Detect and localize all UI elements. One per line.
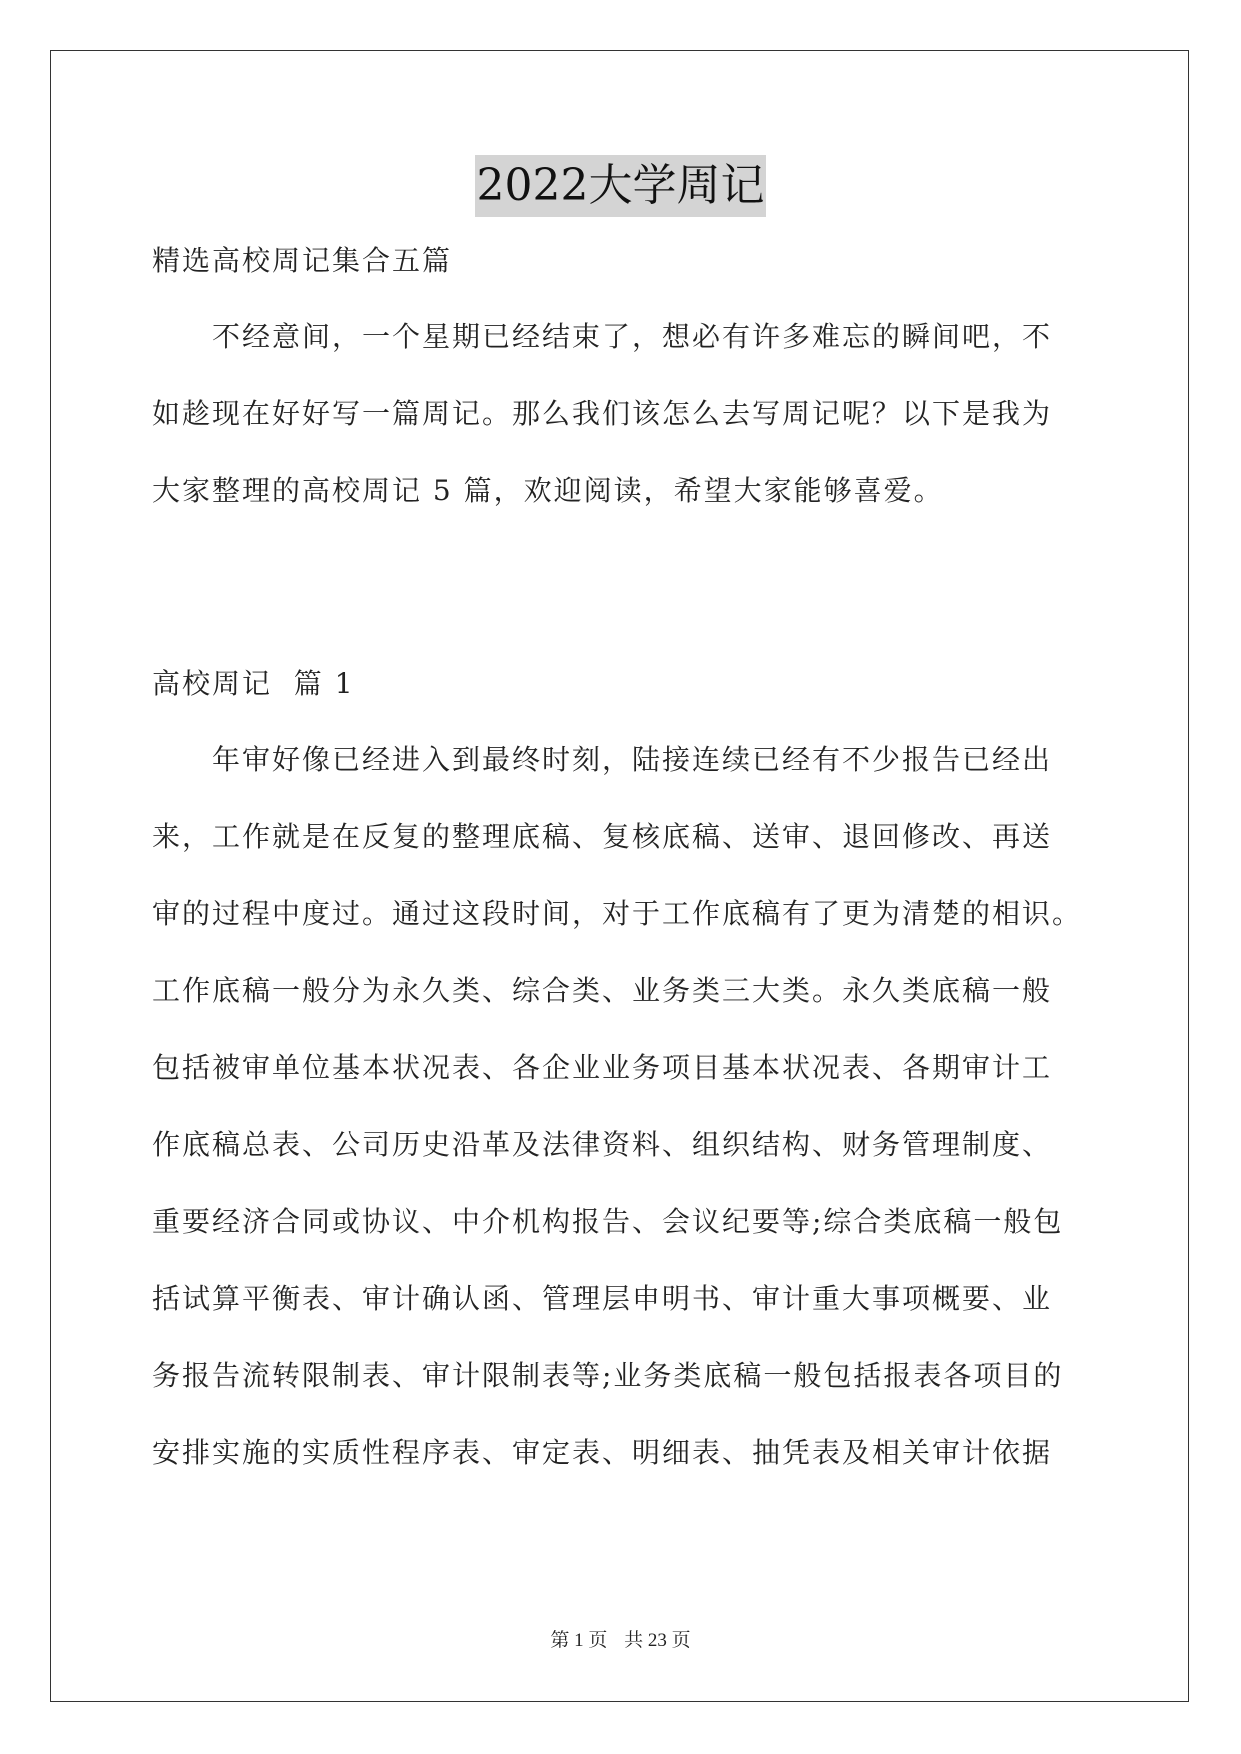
body-line: 作底稿总表、公司历史沿革及法律资料、组织结构、财务管理制度、 [152,1128,1053,1161]
body-paragraph [152,721,1092,1491]
page-footer [0,1625,1241,1652]
body-line: 包括被审单位基本状况表、各企业业务项目基本状况表、各期审计工 [152,1051,1053,1084]
body-line: 务报告流转限制表、审计限制表等;业务类底稿一般包括报表各项目的 [152,1359,1064,1392]
body-line: 安排实施的实质性程序表、审定表、明细表、抽凭表及相关审计依据 [152,1436,1053,1469]
body-line: 括试算平衡表、审计确认函、管理层申明书、审计重大事项概要、业 [152,1282,1053,1315]
body-line: 重要经济合同或协议、中介机构报告、会议纪要等;综合类底稿一般包 [152,1205,1064,1238]
intro-line: 大家整理的高校周记 5 篇，欢迎阅读，希望大家能够喜爱。 [152,474,944,507]
title-container [0,155,1241,217]
body-line: 来，工作就是在反复的整理底稿、复核底稿、送审、退回修改、再送 [152,820,1053,853]
intro-line: 如趁现在好好写一篇周记。那么我们该怎么去写周记呢？以下是我为 [152,397,1053,430]
section-heading: 高校周记 篇 1 [152,667,355,700]
subtitle-block [152,222,1092,299]
page-total: 共 23 页 [624,1630,691,1651]
document-title: 2022大学周记 [475,155,767,217]
body-line: 工作底稿一般分为永久类、综合类、业务类三大类。永久类底稿一般 [152,974,1053,1007]
intro-line: 不经意间，一个星期已经结束了，想必有许多难忘的瞬间吧，不 [212,320,1053,353]
page-number: 第 1 页 [550,1630,608,1651]
body-line: 审的过程中度过。通过这段时间，对于工作底稿有了更为清楚的相识。 [152,897,1083,930]
document-subtitle: 精选高校周记集合五篇 [152,244,453,277]
body-line: 年审好像已经进入到最终时刻，陆接连续已经有不少报告已经出 [212,743,1053,776]
section-heading-block [152,645,1092,722]
intro-paragraph [152,298,1092,529]
